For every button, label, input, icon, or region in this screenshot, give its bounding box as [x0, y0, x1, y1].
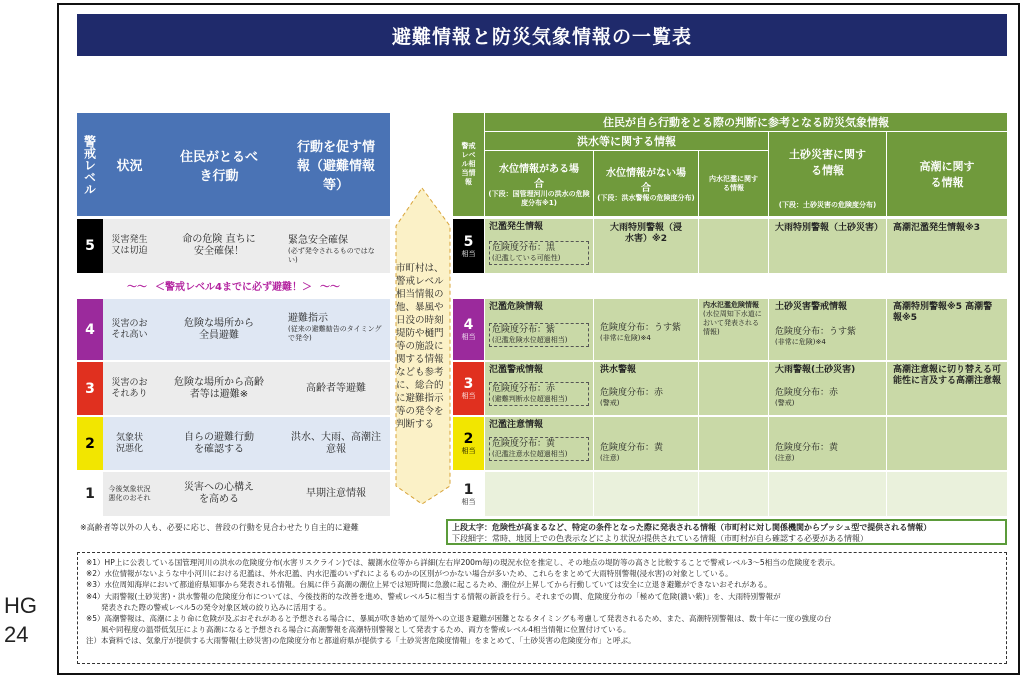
right-level-5-num: 5 [463, 233, 474, 250]
header-action: 住民がとるべき行動 [156, 113, 282, 216]
r3-c1 [485, 362, 593, 415]
legend-bottom: 下段細字：常時、地図上での色表示などにより状況が提供されている情報（市町村が自ら確認する必要がある情報） [452, 534, 868, 543]
note-line: 注）本資料では、気象庁が提供する大雨警報(土砂災害)の危険度分布と都道府県が提供する「土砂災害危険度情報」をまとめて、「土砂災害の危険度分布」と呼ぶ。 [86, 636, 636, 646]
r4-c4-dist: 危険度分布：うす紫 [775, 327, 857, 337]
subheader-water-level [485, 151, 593, 216]
r5-c3 [699, 219, 768, 273]
r1-c4 [769, 472, 886, 516]
row3-situation: 災害のおそれあり [103, 362, 156, 415]
r1-c5 [887, 472, 1007, 516]
right-level-1-suffix: 相当 [461, 497, 476, 506]
right-level-3 [453, 362, 484, 415]
r1-c3 [699, 472, 768, 516]
r5-c1-dist: 危険度分布：黒 [492, 243, 556, 253]
level-5-badge: 5 [77, 219, 103, 273]
r3-c3 [699, 362, 768, 415]
note-line: ※2）水位情報がないような中小河川における氾濫は、外水氾濫、内水氾濫のいずれによるものかの区別がつかない場合が多いため、これらをまとめて大雨特別警報(浸水害)の対象としている。 [86, 569, 733, 579]
right-level-4 [453, 299, 484, 360]
r2-c2-note: (注意) [600, 454, 620, 462]
middle-note: 市町村は、警戒レベル相当情報の他、暴風や日没の時刻堤防や樋門等の施設に関する情報なども参考に、総合的に避難指示等の発令を判断する [396, 263, 444, 430]
row5-info-sub: (必ず発令されるものではない) [288, 247, 375, 264]
r3-c2-dist: 危険度分布：赤 [600, 388, 664, 398]
note-line: ※5）高潮警報は、高潮により命に危険が及ぶおそれがあると予想される場合に、暴風が吹き始めて屋外への立退き避難が困難となるタイミングも考慮して発表されるため、また、高潮特別警報は、数十年に一度の強度の台 [86, 614, 832, 624]
r1-c1 [485, 472, 593, 516]
wave-icon: 〜〜 [319, 281, 340, 293]
wave-icon: 〜〜 [127, 281, 148, 293]
right-level-1-num: 1 [463, 481, 474, 498]
side-tag-line1: HG [4, 593, 37, 618]
note-line: ※1）HP上に公表している国管理河川の洪水の危険度分布(水害リスクライン)では、観測水位等から詳細(左右岸200m毎)の現況水位を推定し、その地点の堤防等の高さと比較することで警戒レベル3～5相当の危険度を表示。 [86, 558, 840, 567]
flood-header: 洪水等に関する情報 [485, 132, 768, 150]
r2-c3 [699, 417, 768, 470]
level-4-badge: 4 [77, 299, 103, 360]
r3-c4-note: (警戒) [775, 399, 795, 407]
r4-c4 [769, 299, 886, 360]
right-level-3-suffix: 相当 [461, 392, 476, 400]
r5-c1-title: 氾濫発生情報 [489, 222, 544, 232]
r3-c2-title: 洪水警報 [600, 365, 637, 375]
sediment-header: 土砂災害に関する情報 [769, 132, 886, 216]
notes-box [77, 552, 1007, 664]
row4-info-cell [282, 299, 390, 360]
r4-c2-note: (非常に危険)※4 [600, 334, 651, 342]
r4-c1-note: (氾濫危険水位超過相当) [492, 336, 568, 344]
note-line: ※4）大雨警報(土砂災害)・洪水警報の危険度分布については、今後技術的な改善を進め、警戒レベル5に相当する情報の新設を行う。それまでの間、危険度分布の「極めて危険(濃い紫)」を、大雨特別警報が [86, 591, 781, 601]
evacuate-banner [77, 275, 390, 295]
row3-info: 高齢者等避難 [282, 362, 390, 415]
row2-action: 自らの避難行動を確認する [156, 417, 282, 470]
right-level-4-suffix: 相当 [461, 333, 476, 341]
header-situation: 状況 [103, 113, 156, 216]
r2-c1-title: 氾濫注意情報 [489, 420, 544, 430]
r4-c5: 高潮特別警報※5 高潮警報※5 [887, 299, 1007, 360]
r5-c1-note: (氾濫している可能性) [492, 254, 561, 262]
r2-c2 [594, 417, 698, 470]
level-2-badge: 2 [77, 417, 103, 470]
right-level-1 [453, 472, 484, 516]
row4-info: 避難指示 [288, 313, 328, 324]
legend-box [446, 519, 1007, 545]
r4-c3-title: 内水氾濫危険情報 [703, 301, 759, 309]
r3-c1-dist: 危険度分布：赤 [492, 384, 556, 394]
r5-c2: 大雨特別警報（浸水害）※2 [594, 219, 698, 273]
r3-c4-title: 大雨警報(土砂災害) [775, 365, 856, 375]
r4-c2 [594, 299, 698, 360]
r4-c4-title: 土砂災害警戒情報 [775, 302, 848, 312]
row4-action: 危険な場所から全員避難 [156, 299, 282, 360]
right-level-2-num: 2 [463, 431, 474, 447]
r2-c4-note: (注意) [775, 454, 795, 462]
row1-info: 早期注意情報 [282, 472, 390, 516]
row5-info-cell [282, 219, 390, 273]
note-line: 風や同程度の温帯低気圧により高潮になると予想される場合に高潮警報を高潮特別警報として発表するため、両方を警戒レベル4相当情報に位置付けている。 [86, 625, 631, 635]
r2-c5 [887, 417, 1007, 470]
sediment-note: (下段：土砂災害の危険度分布) [769, 196, 886, 214]
r2-c2-dist: 危険度分布：黄 [600, 443, 664, 453]
subheader-inland: 内水氾濫に関する情報 [699, 151, 768, 216]
r4-c4-note: (非常に危険)※4 [775, 338, 826, 346]
subheader-no-water-level-label: 水位情報がない場合 [606, 168, 686, 194]
subheader-water-level-label: 水位情報がある場合 [499, 163, 579, 190]
r5-c5: 高潮氾濫発生情報※3 [887, 219, 1007, 273]
side-tag-line2: 24 [4, 622, 29, 647]
right-level-4-num: 4 [463, 317, 474, 333]
r4-c3-note: (水位周知下水道において発表される情報) [703, 310, 762, 336]
row1-action: 災害への心構えを高める [156, 472, 282, 516]
header-level: 警戒レベル [77, 113, 103, 216]
r2-c1 [485, 417, 593, 470]
r4-c1-dist: 危険度分布：紫 [492, 325, 556, 335]
r4-c3 [699, 299, 768, 360]
r3-c1-note: (避難判断水位超過相当) [492, 395, 568, 403]
r3-c4-dist: 危険度分布：赤 [775, 388, 839, 398]
r5-c1 [485, 219, 593, 273]
right-level-header: 警戒レベル相当情報 [453, 113, 484, 216]
right-level-2-suffix: 相当 [461, 447, 476, 455]
r2-c1-note: (氾濫注意水位超過相当) [492, 450, 568, 458]
row2-situation: 気象状況悪化 [103, 417, 156, 470]
right-top-header: 住民が自ら行動をとる際の判断に参考となる防災気象情報 [485, 113, 1007, 131]
r4-c2-dist: 危険度分布：うす紫 [600, 323, 682, 333]
r2-c4-dist: 危険度分布：黄 [775, 443, 839, 453]
left-footnote: ※高齢者等以外の人も、必要に応じ、普段の行動を見合わせたり自主的に避難 [80, 523, 359, 532]
r2-c4 [769, 417, 886, 470]
level-1-badge: 1 [85, 486, 95, 502]
subheader-water-level-note: (下段：国管理河川の洪水の危険度分布※1) [488, 189, 590, 207]
subheader-no-water-level [594, 151, 698, 216]
legend-top: 上段太字：危険性が高まるなど、特定の条件となった際に発表される情報（市町村に対し関係機関からプッシュ型で提供される情報） [452, 523, 932, 532]
row5-situation: 災害発生又は切迫 [103, 219, 156, 273]
row1-situation: 今後気象状況悪化のおそれ [103, 472, 156, 516]
r4-c1-title: 氾濫危険情報 [489, 302, 544, 312]
level-3-badge: 3 [77, 362, 103, 415]
right-level-5-suffix: 相当 [461, 249, 476, 258]
right-level-2 [453, 417, 484, 470]
banner-text: ＜警戒レベル4までに必ず避難！＞ [155, 281, 312, 293]
r5-c4: 大雨特別警報（土砂災害） [769, 219, 886, 273]
tide-header: 高潮に関する情報 [887, 132, 1007, 216]
row4-info-sub: (従来の避難勧告のタイミングで発令) [288, 325, 382, 342]
right-level-3-num: 3 [463, 376, 474, 392]
r2-c1-dist: 危険度分布：黄 [492, 439, 556, 449]
r4-c1 [485, 299, 593, 360]
header-info: 行動を促す情報（避難情報等） [282, 113, 390, 216]
row5-action: 命の危険 直ちに安全確保！ [156, 219, 282, 273]
row2-info: 洪水、大雨、高潮注意報 [282, 417, 390, 470]
page-title: 避難情報と防災気象情報の一覧表 [77, 14, 1007, 56]
note-line: ※3）水位周知海岸において都道府県知事から発表される情報。台風に伴う高潮の潮位上昇では短時間に急激に起こるため、潮位が上昇してから行動していては安全に立退き避難ができないおそれがある。 [86, 580, 772, 590]
r3-c1-title: 氾濫警戒情報 [489, 365, 544, 375]
r1-c2 [594, 472, 698, 516]
subheader-no-water-level-note: (下段：洪水警報の危険度分布) [597, 194, 695, 202]
note-line: 発表された際の警戒レベル5の発令対象区域の絞り込みに活用する。 [86, 602, 331, 612]
row5-info: 緊急安全確保 [288, 235, 348, 246]
row4-situation: 災害のおそれ高い [103, 299, 156, 360]
r3-c4 [769, 362, 886, 415]
r3-c5: 高潮注意報に切り替える可能性に言及する高潮注意報 [887, 362, 1007, 415]
r3-c2 [594, 362, 698, 415]
right-level-5 [453, 219, 484, 273]
row3-action: 危険な場所から高齢者等は避難※ [156, 362, 282, 415]
r3-c2-note: (警戒) [600, 399, 620, 407]
